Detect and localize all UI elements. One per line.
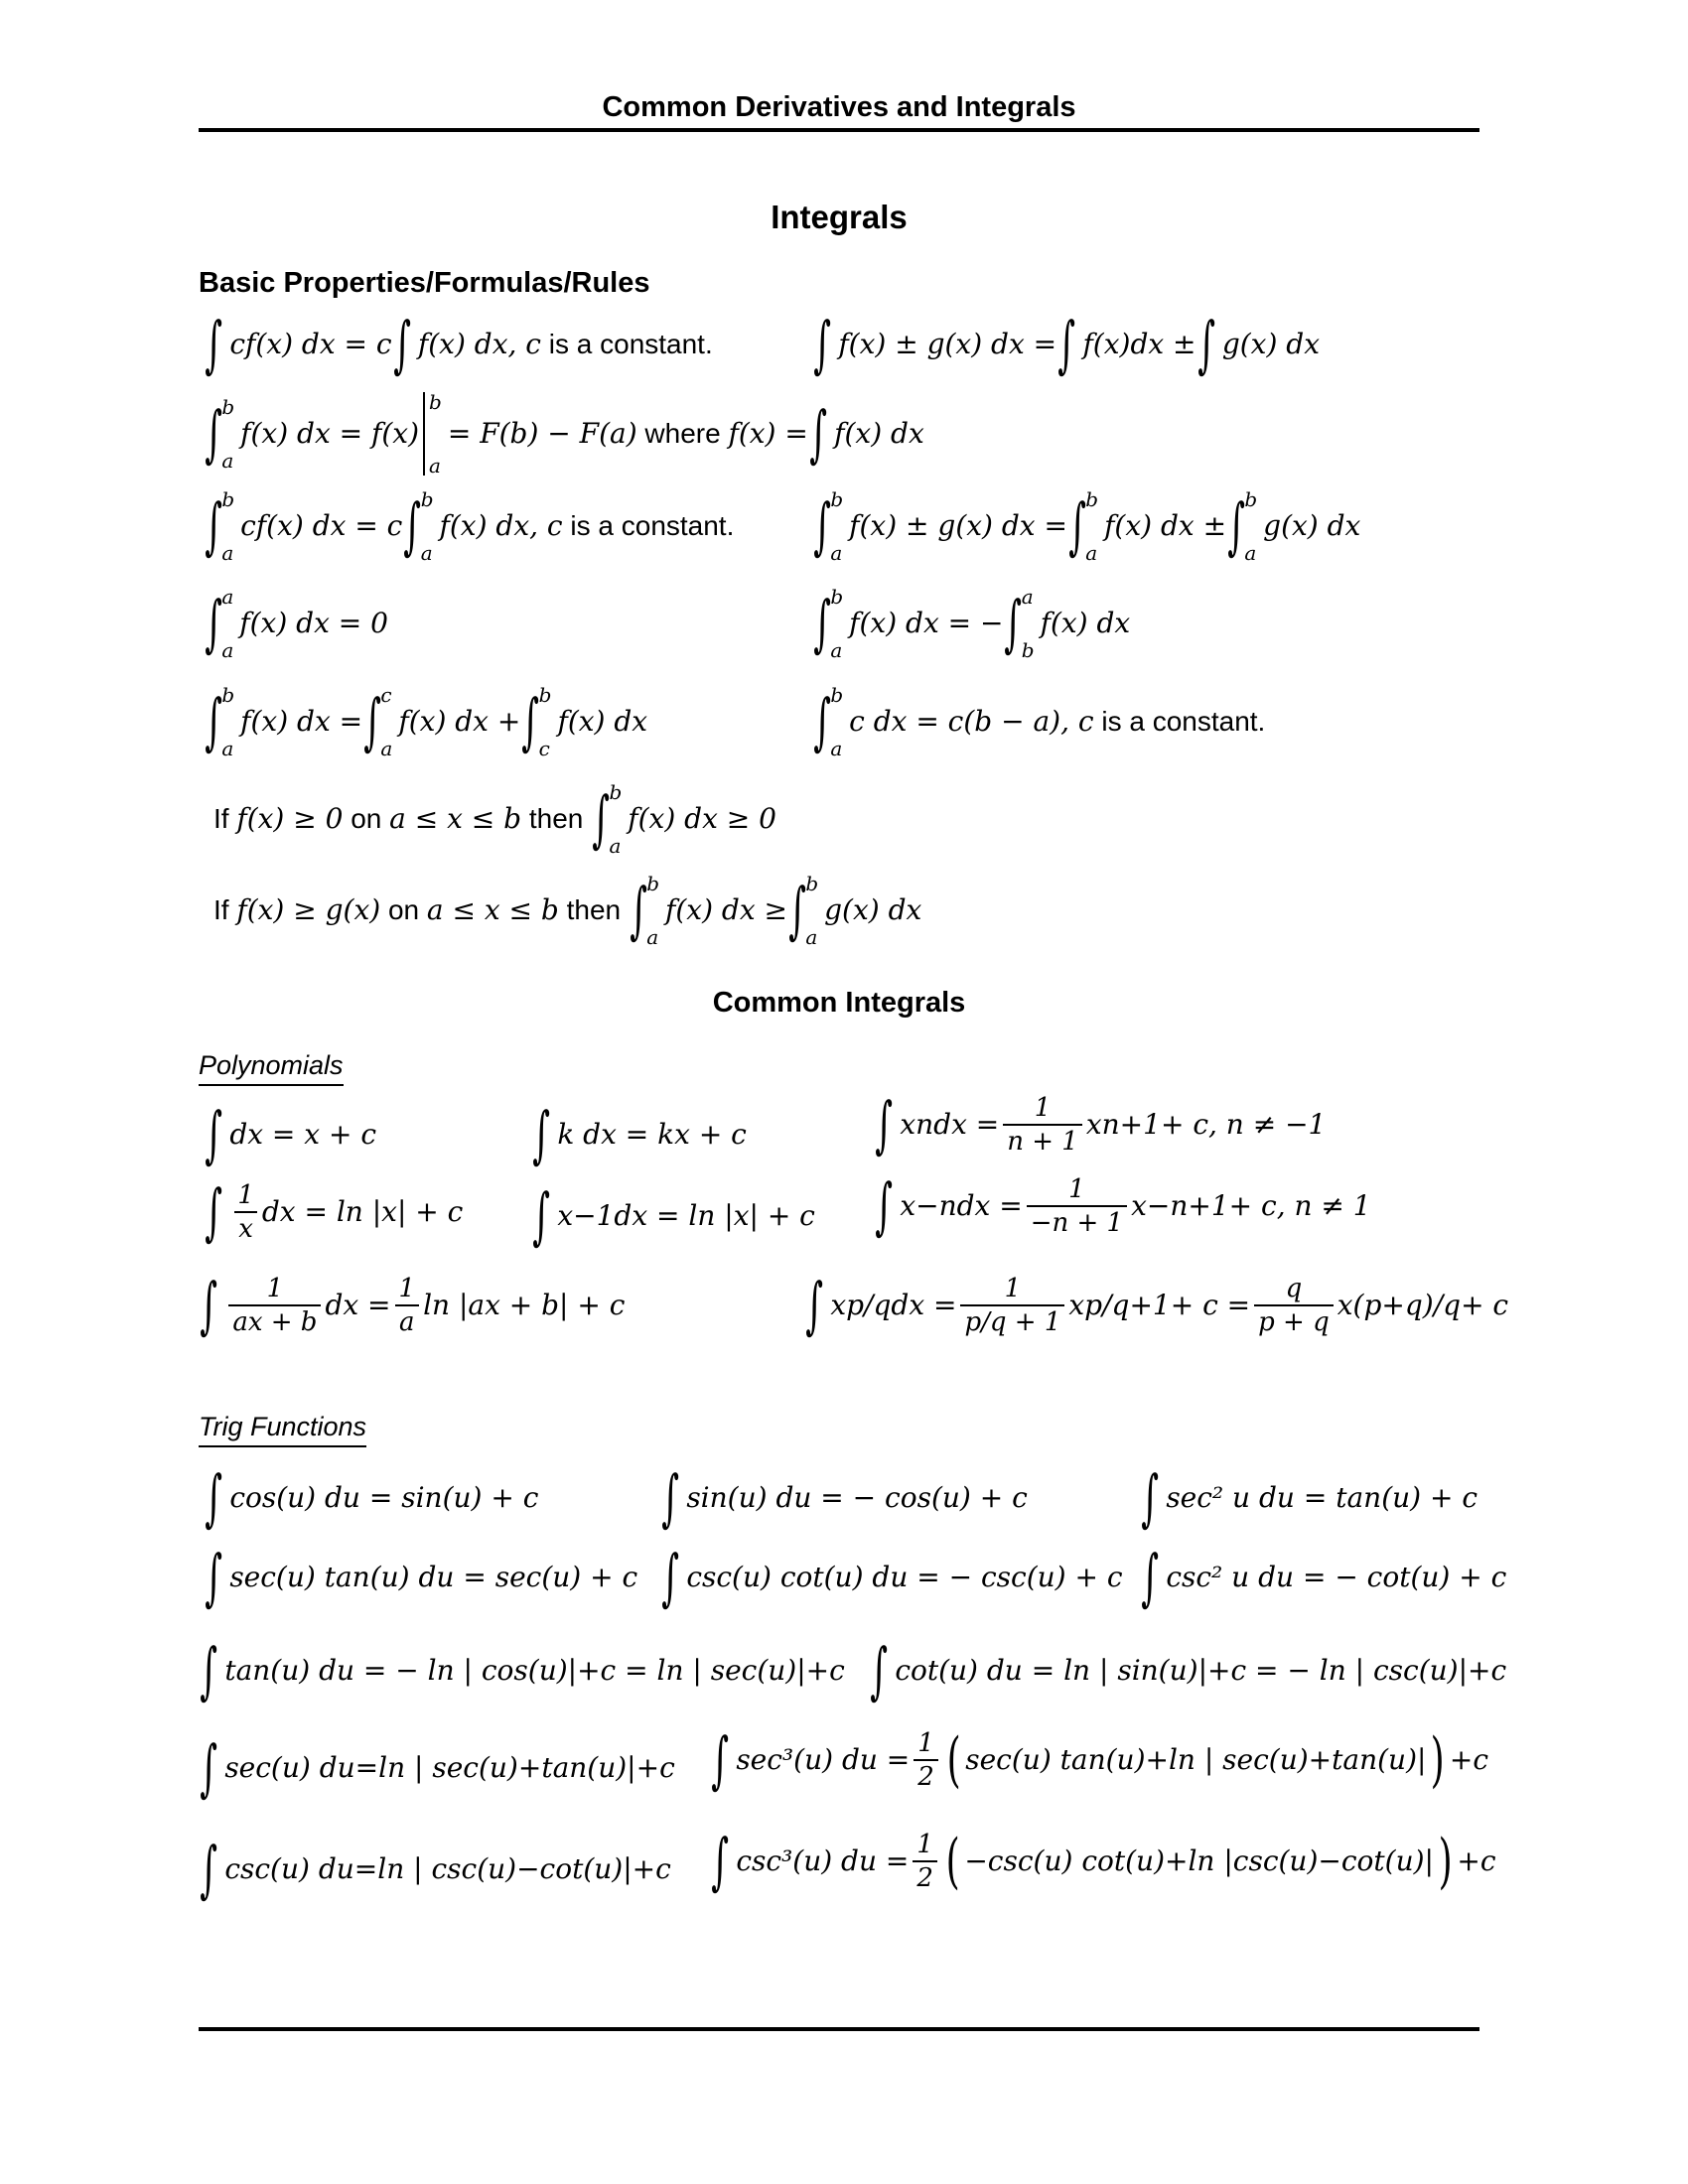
formula-int-cos: ∫ cos(u) du = sin(u) + c: [205, 1461, 539, 1534]
formula-int-tan: ∫ tan(u) du = − ln | cos(u)|+c = ln | sec(u)|+c: [200, 1634, 845, 1706]
formula-comparison: If f(x) ≥ g(x) on a ≤ x ≤ b then ∫ b a f(x) dx ≥ ∫ b a g(x) dx: [213, 872, 922, 949]
header-rule: [199, 128, 1479, 132]
formula-int-cot: ∫ cot(u) du = ln | sin(u)|+c = − ln | csc(u)|+c: [870, 1634, 1507, 1706]
formula-nonnegative: If f(x) ≥ 0 on a ≤ x ≤ b then ∫ b a f(x) dx ≥ 0: [213, 780, 776, 858]
formula-int-sec-tan: ∫ sec(u) tan(u) du = sec(u) + c: [205, 1541, 638, 1613]
formula-x-inverse: ∫ x −1 dx = ln |x| + c: [532, 1179, 815, 1252]
formula-definite-sum-rule: ∫ b a f(x) ± g(x) dx = ∫ b a f(x) dx ± ∫ b a g(x) dx: [813, 487, 1361, 565]
integral-sign: ∫: [205, 308, 223, 380]
formula-constant-multiple: ∫ cf(x) dx = c ∫ f(x) dx, c is a constant.: [205, 308, 713, 380]
formula-dx: ∫ dx = x + c: [205, 1098, 377, 1170]
formula-int-sin: ∫ sin(u) du = − cos(u) + c: [661, 1461, 1028, 1534]
integral-sign: ∫: [392, 308, 411, 380]
formula-one-over-x: ∫ $\frac{1}{x}$ dx = ln |x| + c: [205, 1175, 464, 1248]
polynomials-subheading: Polynomials: [199, 1050, 344, 1086]
formula-zero-interval: ∫ a a f(x) dx = 0: [205, 585, 388, 662]
formula-int-sec-squared: ∫ sec² u du = tan(u) + c: [1141, 1461, 1478, 1534]
evaluation-bar: [423, 392, 425, 476]
formula-rational-power: ∫ x p/q dx = $\frac{1}{p/q + 1}$ x p/q+1 + c = $\frac{q}{p + q}$ x (p+q)/q + c: [805, 1269, 1509, 1341]
formula-int-csc-cubed: ∫ csc³(u) du = $\frac{1}{2}$ ( −csc(u) cot(u)+ln |csc(u)−cot(u)| ) +c: [711, 1825, 1496, 1897]
formula-fundamental-theorem: ∫ b a f(x) dx = f(x) b a = F(b) − F(a) where f(x) = ∫ f(x) dx: [205, 390, 924, 478]
basic-properties-heading: Basic Properties/Formulas/Rules: [199, 267, 650, 299]
footer-rule: [199, 2027, 1479, 2031]
page-header-title: Common Derivatives and Integrals: [602, 91, 1076, 123]
formula-reverse-limits: ∫ b a f(x) dx = − ∫ a b f(x) dx: [813, 585, 1131, 662]
formula-power-rule: ∫ x n dx = $\frac{1}{n + 1}$ x n+1 + c, n ≠ −1: [875, 1088, 1327, 1160]
formula-constant-integral: ∫ b a c dx = c(b − a), c is a constant.: [813, 683, 1266, 760]
formula-sum-rule: ∫ f(x) ± g(x) dx = ∫ f(x)dx ± ∫ g(x) dx: [813, 308, 1321, 380]
section-title: Integrals: [771, 199, 908, 235]
formula-k-dx: ∫ k dx = kx + c: [532, 1098, 747, 1170]
formula-linear-reciprocal: ∫ $\frac{1}{ax + b}$ dx = $\frac{1}{a}$ ln |ax + b| + c: [200, 1269, 626, 1341]
common-integrals-heading: Common Integrals: [712, 987, 966, 1019]
formula-int-csc-cot: ∫ csc(u) cot(u) du = − csc(u) + c: [661, 1541, 1123, 1613]
formula-definite-constant-multiple: ∫ b a cf(x) dx = c ∫ b a f(x) dx, c is a constant.: [205, 487, 735, 565]
formula-negative-power: ∫ x −n dx = $\frac{1}{-n + 1}$ x −n+1 + c, n ≠ 1: [875, 1169, 1371, 1242]
formula-interval-additivity: ∫ b a f(x) dx = ∫ c a f(x) dx + ∫ b c f(x) dx: [205, 683, 648, 760]
formula-int-csc: ∫ csc(u) du=ln | csc(u)−cot(u)|+c: [200, 1833, 671, 1905]
formula-int-csc-squared: ∫ csc² u du = − cot(u) + c: [1141, 1541, 1507, 1613]
trig-functions-subheading: Trig Functions: [199, 1412, 366, 1447]
formula-int-sec-cubed: ∫ sec³(u) du = $\frac{1}{2}$ ( sec(u) tan(u)+ln | sec(u)+tan(u)| ) +c: [711, 1723, 1489, 1796]
formula-int-sec: ∫ sec(u) du=ln | sec(u)+tan(u)|+c: [200, 1731, 675, 1804]
